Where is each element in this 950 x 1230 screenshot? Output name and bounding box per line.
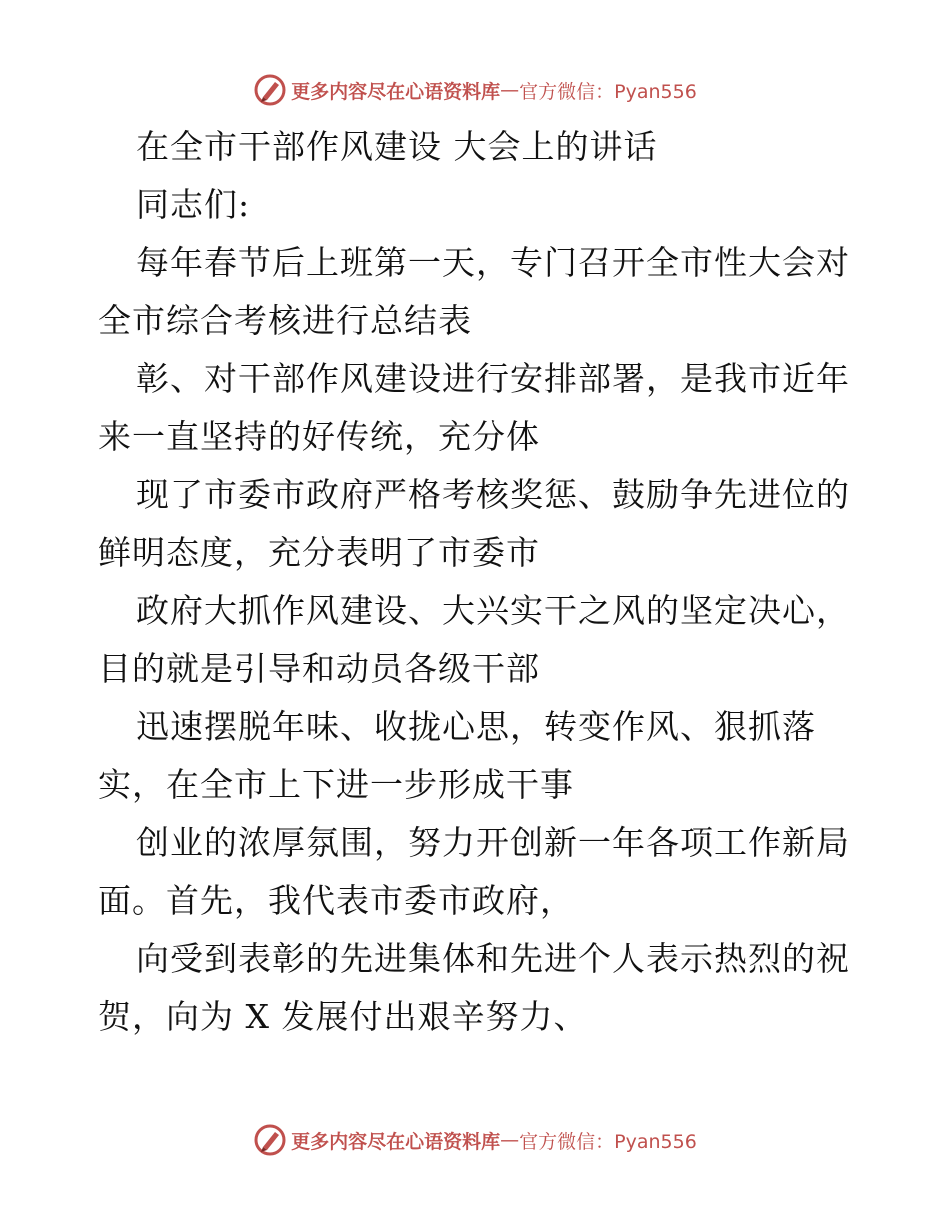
paragraph-line: 迅速摆脱年味、收拢心思，转变作风、狠抓落 [136, 707, 816, 746]
document-title: 在全市干部作风建设 大会上的讲话 [136, 127, 658, 166]
paragraph-line: 面。首先，我代表市委市政府， [98, 881, 574, 920]
paragraph-line: 来一直坚持的好传统，充分体 [98, 417, 540, 456]
paragraph-line: 鲜明态度，充分表明了市委市 [98, 533, 540, 572]
paragraph-line: 政府大抓作风建设、大兴实干之风的坚定决心， [136, 591, 850, 630]
paragraph-line: 全市综合考核进行总结表 [98, 301, 472, 340]
banner-wechat-text: 官方微信：Pyan556 [519, 1130, 697, 1153]
banner-brand-text: 更多内容尽在心语资料库 [291, 1130, 501, 1153]
paragraph-line: 每年春节后上班第一天，专门召开全市性大会对 [136, 243, 850, 282]
paragraph-line: 创业的浓厚氛围，努力开创新一年各项工作新局 [136, 823, 850, 862]
banner-brand-text: 更多内容尽在心语资料库 [291, 80, 501, 103]
footer-banner [0, 1120, 950, 1160]
salutation: 同志们: [136, 185, 251, 224]
banner-separator: — [500, 79, 520, 101]
paragraph-line: 贺，向为 X 发展付出艰辛努力、 [98, 997, 588, 1036]
paragraph-line: 向受到表彰的先进集体和先进个人表示热烈的祝 [136, 939, 850, 978]
banner-separator: — [500, 1129, 520, 1151]
paragraph-line: 实，在全市上下进一步形成干事 [98, 765, 574, 804]
document-body [98, 118, 858, 1046]
red-pen-logo-icon [253, 1123, 287, 1157]
paragraph-line: 目的就是引导和动员各级干部 [98, 649, 540, 688]
banner-wechat-text: 官方微信：Pyan556 [519, 80, 697, 103]
paragraph-line: 现了市委市政府严格考核奖惩、鼓励争先进位的 [136, 475, 850, 514]
red-pen-logo-icon [253, 73, 287, 107]
paragraph-line: 彰、对干部作风建设进行安排部署，是我市近年 [136, 359, 850, 398]
header-banner [0, 70, 950, 110]
